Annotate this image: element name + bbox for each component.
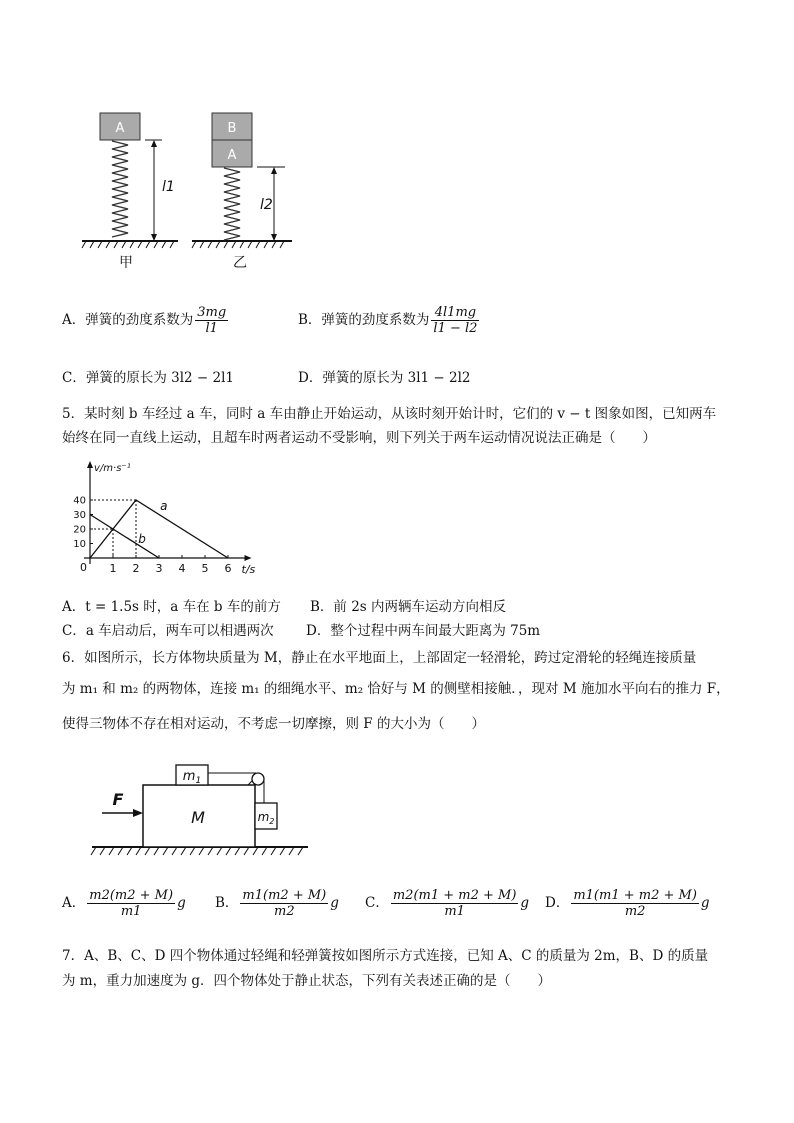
- y-tick-label: 30: [73, 510, 86, 521]
- x-tick-label: 4: [178, 562, 186, 575]
- q4-option-a: A．弹簧的劲度系数为 $\frac{3mg}{l1}$: [62, 305, 227, 336]
- x-tick-label: 5: [201, 562, 209, 575]
- pulley: [252, 773, 264, 785]
- q4-option-d: D．弹簧的原长为 3l1 − 2l2: [298, 370, 471, 386]
- vt-chart: [62, 460, 287, 580]
- spring-yi: [224, 168, 240, 240]
- y-tick-label: 40: [73, 495, 86, 507]
- x-axis-arrow: [245, 555, 252, 561]
- y-axis-label: v/m·s⁻¹: [94, 463, 131, 474]
- block-m2-label: $m_2$: [257, 810, 275, 826]
- x-tick-label: 3: [155, 562, 163, 575]
- force-F-label: F: [112, 790, 124, 809]
- q7-stem-line1: 7．A、B、C、D 四个物体通过轻绳和轻弹簧按如图所示方式连接，已知 A、C 的质量为 2m，B、D 的质量: [62, 948, 709, 964]
- q6-option-a: A． $\frac{m2(m2 + M)}{m1}$ g: [62, 888, 186, 919]
- block-m1-label: $m_1$: [182, 769, 202, 786]
- x-axis-label: t/s: [241, 563, 256, 576]
- spring-jia: [112, 141, 128, 237]
- spring-figure: [60, 95, 310, 280]
- q4-option-b: B．弹簧的劲度系数为 $\frac{4l1mg}{l1 - l2}$: [298, 305, 478, 336]
- y-axis-arrow: [87, 461, 93, 468]
- y-tick-label: 10: [73, 539, 86, 550]
- q6-stem-line1: 6．如图所示，长方体物块质量为 M，静止在水平地面上，上部固定一轻滑轮，跨过定滑轮的轻绳连接质量: [62, 650, 697, 666]
- x-tick-label: 1: [109, 562, 117, 575]
- q5-stem-line1: 5．某时刻 b 车经过 a 车，同时 a 车由静止开始运动，从该时刻开始计时，它们的 v − t 图象如图，已知两车: [62, 406, 717, 422]
- q4-b-fraction: $\frac{4l1mg}{l1 - l2}$: [433, 305, 478, 336]
- q6-option-b: B． $\frac{m1(m2 + M)}{m2}$ g: [215, 888, 339, 919]
- series-line-b: [90, 515, 159, 559]
- origin-label: 0: [80, 561, 87, 574]
- x-tick-label: 6: [224, 562, 232, 575]
- pulley-figure: [88, 755, 313, 865]
- l2-label: l2: [260, 197, 273, 213]
- q5-option-a: A．t = 1.5s 时，a 车在 b 车的前方: [62, 599, 281, 615]
- q4-a-fraction: $\frac{3mg}{l1}$: [197, 305, 227, 336]
- q5-option-b: B．前 2s 内两辆车运动方向相反: [310, 599, 507, 615]
- q6-option-d: D． $\frac{m1(m1 + m2 + M)}{m2}$ g: [545, 888, 710, 919]
- q5-option-c: C．a 车启动后，两车可以相遇两次: [62, 623, 274, 639]
- q6-option-c: C． $\frac{m2(m1 + m2 + M)}{m1}$ g: [365, 888, 530, 919]
- y-tick-label: 20: [73, 524, 86, 536]
- q4-option-c: C．弹簧的原长为 3l2 − 2l1: [62, 370, 235, 386]
- q7-stem-line2: 为 m，重力加速度为 g．四个物体处于静止状态，下列有关表述正确的是（ ）: [62, 973, 552, 989]
- block-M-label: M: [191, 808, 205, 827]
- q6-stem-line3: 使得三物体不存在相对运动，不考虑一切摩擦，则 F 的大小为（ ）: [62, 716, 485, 732]
- caption-yi: 乙: [233, 255, 247, 271]
- block-a-label: A: [115, 121, 125, 136]
- l1-label: l1: [162, 179, 175, 195]
- series-label-a: a: [160, 499, 168, 514]
- block-b-label: B: [227, 121, 237, 136]
- q6-stem-line2: 为 m₁ 和 m₂ 的两物体，连接 m₁ 的细绳水平、m₂ 恰好与 M 的侧壁相接触．，现对 M 施加水平向右的推力 F，: [62, 681, 730, 697]
- q5-option-d: D．整个过程中两车间最大距离为 75m: [306, 623, 541, 639]
- series-label-b: b: [138, 531, 146, 546]
- caption-jia: 甲: [119, 255, 133, 271]
- q5-stem-line2: 始终在同一直线上运动，且超车时两者运动不受影响，则下列关于两车运动情况说法正确是（ ）: [62, 430, 656, 446]
- block-a-label-yi: A: [227, 148, 237, 163]
- x-tick-label: 2: [132, 562, 140, 575]
